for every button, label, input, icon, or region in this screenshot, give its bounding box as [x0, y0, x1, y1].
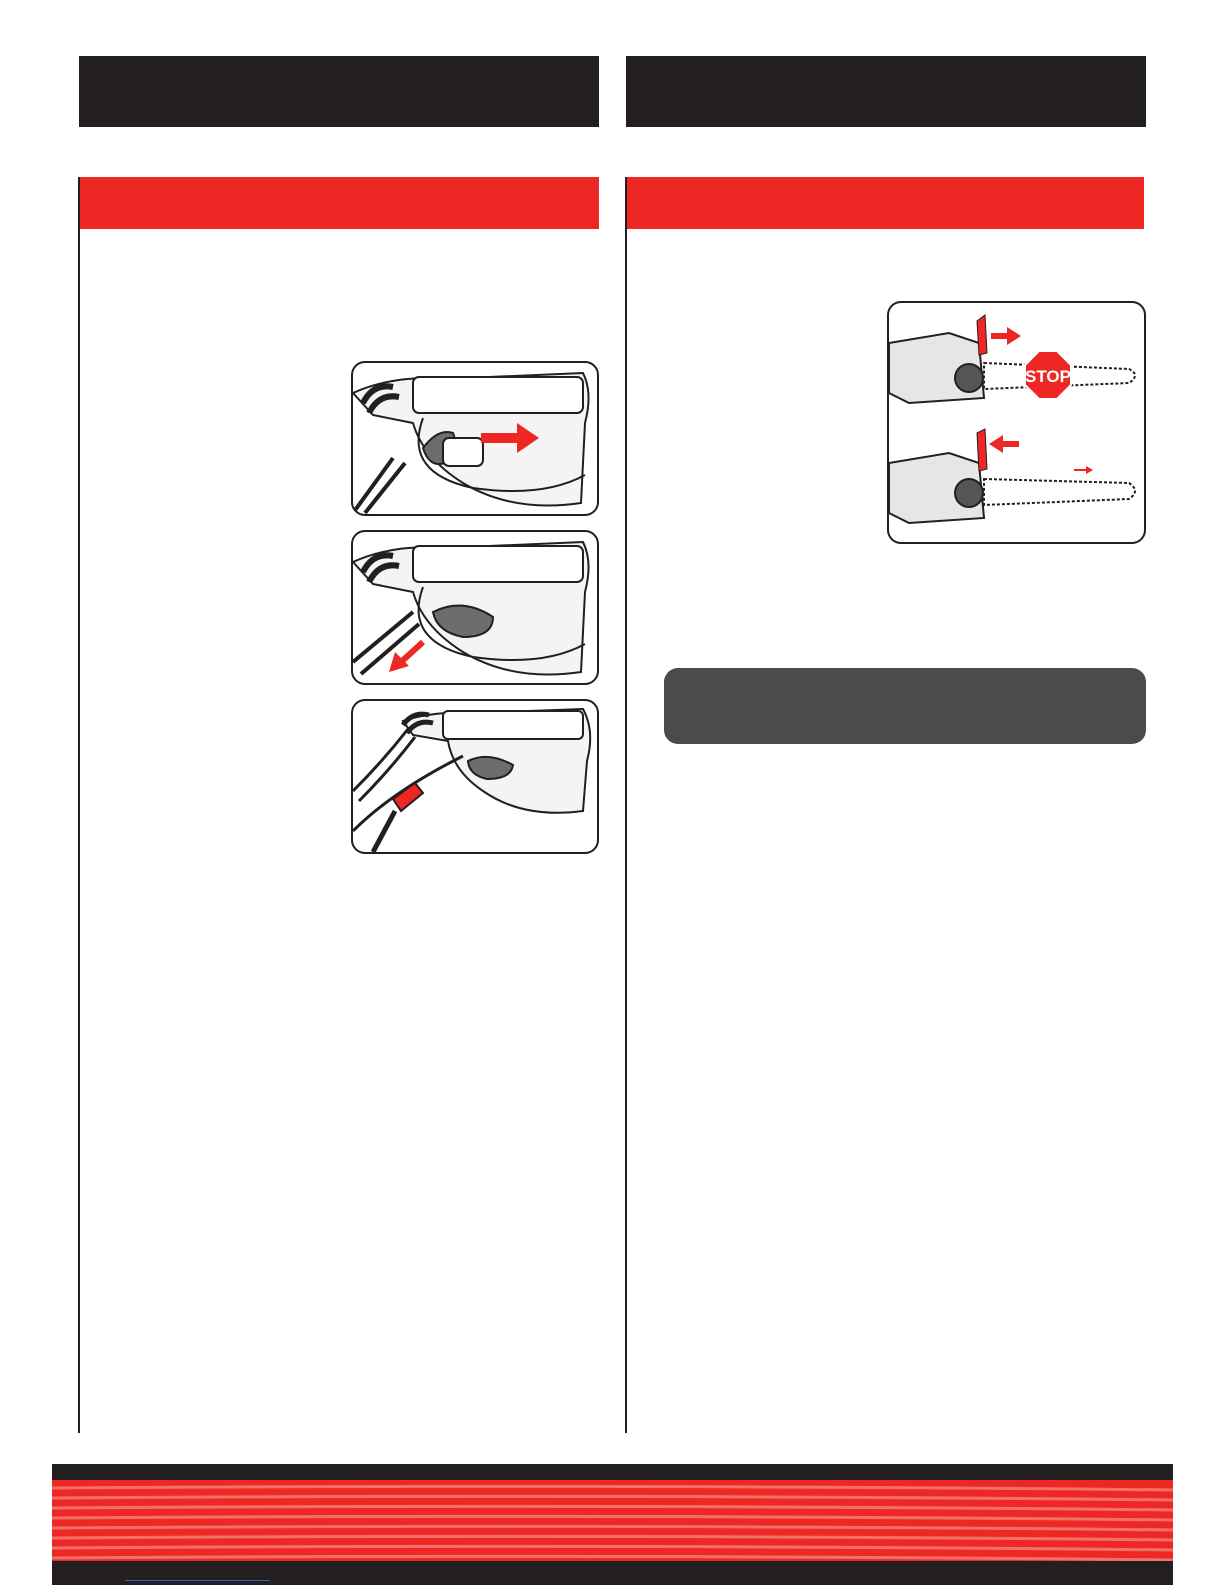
footer-band [52, 1464, 1173, 1585]
chain-brake-back-arrow-icon [989, 435, 1021, 453]
note-box [664, 668, 1146, 744]
footer-link-underline [125, 1580, 270, 1581]
chain-direction-arrow-icon [1074, 466, 1094, 474]
footer-top-edge [52, 1464, 1173, 1480]
right-column-rule [625, 177, 627, 1433]
chain-brake-forward-arrow-icon [991, 327, 1023, 345]
left-header-bar [79, 56, 599, 127]
stop-sign-label: STOP [1025, 367, 1071, 386]
cord-pull-arrow-icon [389, 638, 429, 674]
illustration-cord-plugged [351, 699, 599, 854]
illustration-cord-pull [351, 530, 599, 685]
right-header-bar [626, 56, 1146, 127]
left-section-bar [79, 177, 599, 229]
illustration-cord-loop [351, 361, 599, 516]
illustration-chain-brake [887, 301, 1146, 544]
left-column-rule [78, 177, 80, 1433]
stop-sign-icon [1025, 351, 1071, 399]
right-section-bar [626, 177, 1144, 229]
footer-bottom-edge [52, 1561, 1173, 1585]
trigger-release-arrow-icon [481, 423, 541, 453]
